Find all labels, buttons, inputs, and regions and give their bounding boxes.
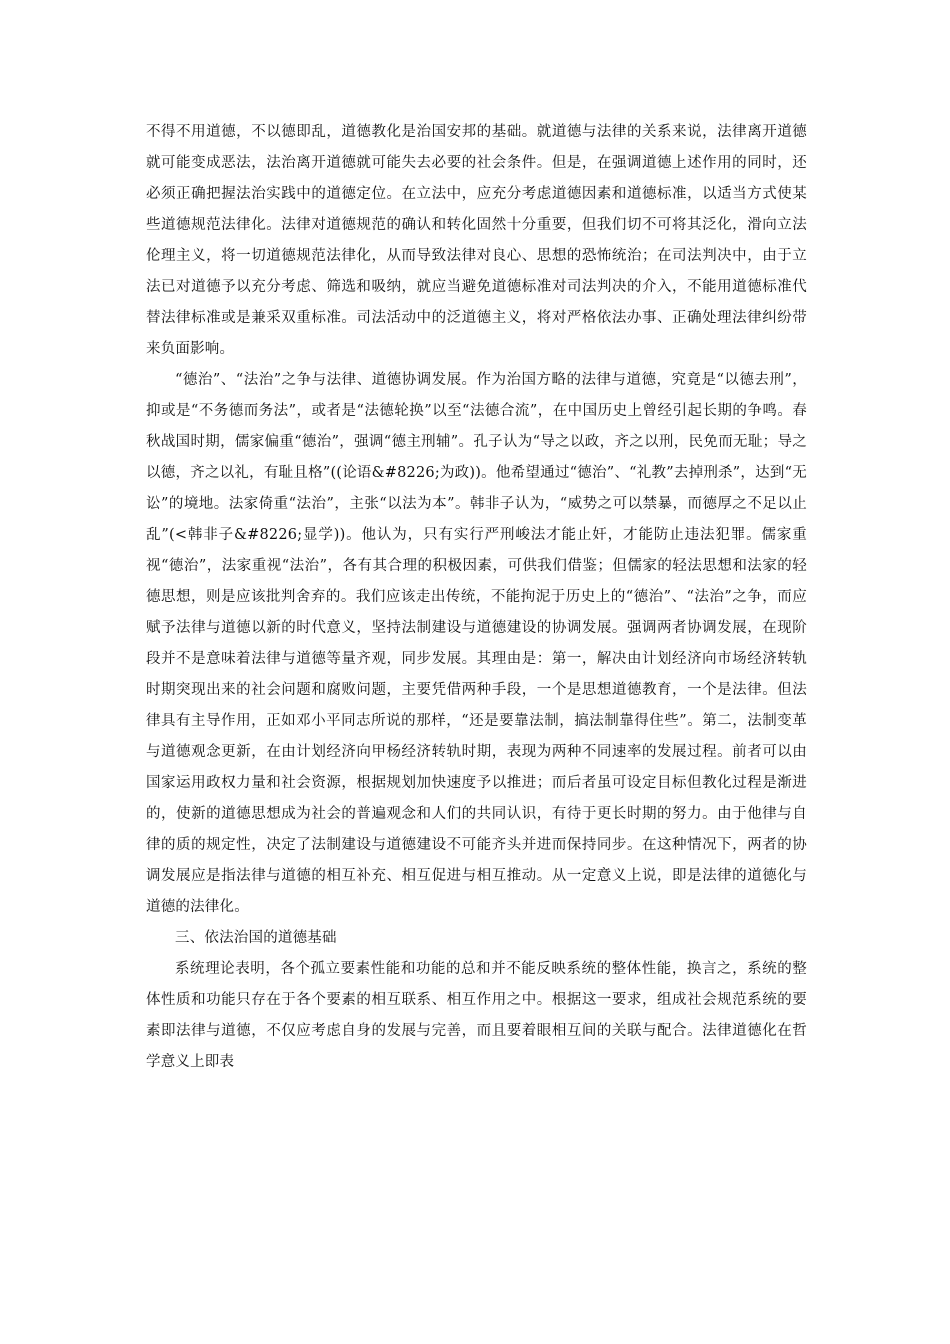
paragraph-continued: 不得不用道德，不以德即乱，道德教化是治国安邦的基础。就道德与法律的关系来说，法律离开道德就可能变成恶法，法治离开道德就可能失去必要的社会条件。但是，在强调道德上述作用的同时，还必须正确把握法治实践中的道德定位。在立法中，应充分考虑道德因素和道德标准，以适当方式使某些道德规范法律化。法律对道德规范的确认和转化固然十分重要，但我们切不可将其泛化，滑向立法伦理主义，将一切道德规范法律化，从而导致法律对良心、思想的恐怖统治；在司法判决中，由于立法已对道德予以充分考虑、筛选和吸纳，就应当避免道德标准对司法判决的介入，不能用道德标准代替法律标准或是兼采双重标准。司法活动中的泛道德主义，将对严格依法办事、正确处理法律纠纷带来负面影响。 xyxy=(146,124,807,357)
document-body xyxy=(146,117,807,1078)
paragraph-system-theory: 系统理论表明，各个孤立要素性能和功能的总和并不能反映系统的整体性能，换言之，系统的整体性质和功能只存在于各个要素的相互联系、相互作用之中。根据这一要求，组成社会规范系统的要素即法律与道德，不仅应考虑自身的发展与完善，而且要着眼相互间的关联与配合。法律道德化在哲学意义上即表 xyxy=(146,961,807,1070)
section-heading: 三、依法治国的道德基础 xyxy=(175,930,337,946)
paragraph-dezhi-fazhi: “德治”、“法治”之争与法律、道德协调发展。作为治国方略的法律与道德，究竟是“以德去刑”，抑或是“不务德而务法”，或者是“法德轮换”以至“法德合流”，在中国历史上曾经引起长期的争鸣。春秋战国时期，儒家偏重“德治”，强调“德主刑辅”。孔子认为“导之以政，齐之以刑，民免而无耻；导之以德，齐之以礼，有耻且格”((论语&#8226;为政))。他希望通过“德治”、“礼教”去掉刑杀”，达到“无讼”的境地。法家倚重“法治”，主张“以法为本”。韩非子认为，“威势之可以禁暴，而德厚之不足以止乱”(<韩非子&#8226;显学))。他认为，只有实行严刑峻法才能止奸，才能防止违法犯罪。儒家重视“德治”，法家重视“法治”，各有其合理的积极因素，可供我们借鉴；但儒家的轻法思想和法家的轻德思想，则是应该批判舍弃的。我们应该走出传统，不能拘泥于历史上的“德治”、“法治”之争，而应赋予法律与道德以新的时代意义，坚持法制建设与道德建设的协调发展。强调两者协调发展，在现阶段并不是意味着法律与道德等量齐观，同步发展。其理由是：第一，解决由计划经济向市场经济转轨时期突现出来的社会问题和腐败问题，主要凭借两种手段，一个是思想道德教育，一个是法律。但法律具有主导作用，正如邓小平同志所说的那样，“还是要靠法制，搞法制靠得住些”。第二，法制变革与道德观念更新，在由计划经济向甲杨经济转轨时期，表现为两种不同速率的发展过程。前者可以由国家运用政权力量和社会资源，根据规划加快速度予以推进；而后者虽可设定目标但教化过程是渐进的，使新的道德思想成为社会的普遍观念和人们的共同认识，有待于更长时期的努力。由于他律与自律的质的规定性，决定了法制建设与道德建设不可能齐头并进而保持同步。在这种情况下，两者的协调发展应是指法律与道德的相互补充、相互促进与相互推动。从一定意义上说，即是法律的道德化与道德的法律化。 xyxy=(146,372,807,915)
